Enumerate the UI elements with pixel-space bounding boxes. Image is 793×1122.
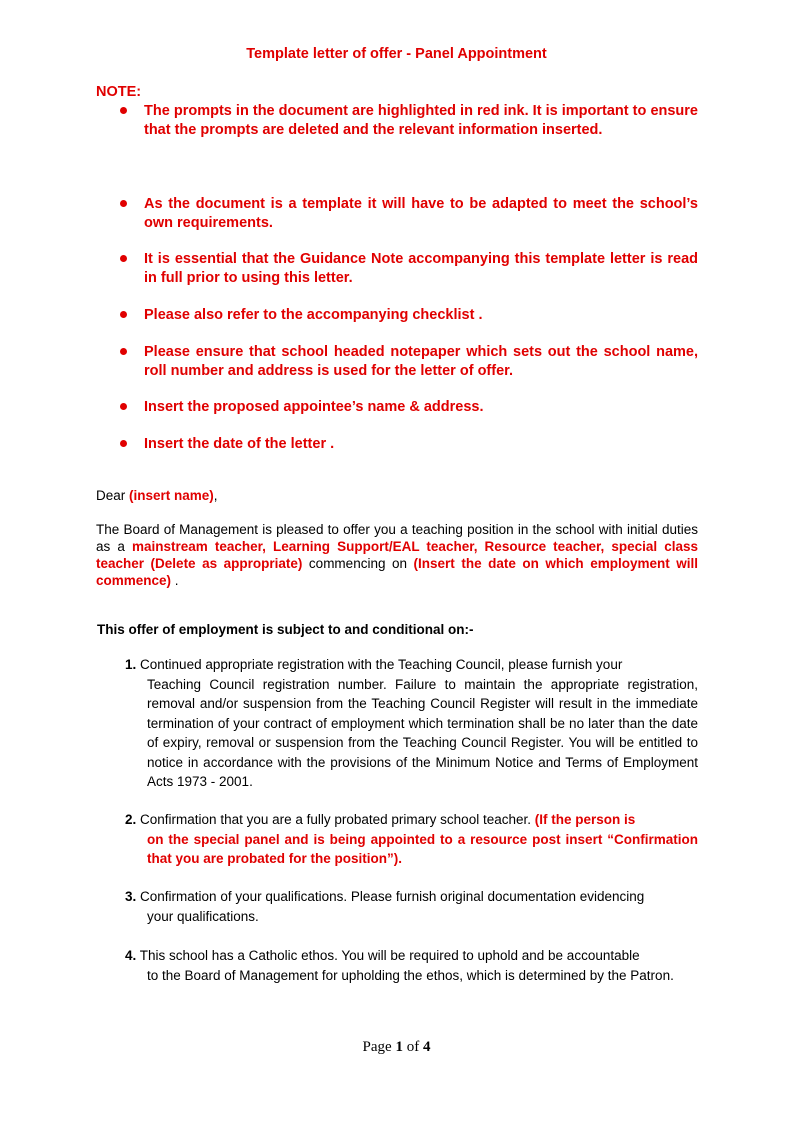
date-prompt: (Insert the date on which employment will commence) (96, 556, 698, 588)
bullet-dot-icon (120, 440, 127, 447)
condition-number: 2. (125, 812, 137, 827)
duties-prompt: mainstream teacher, Learning Support/EAL teacher, Resource teacher, special class teacher (Delete as appropriate) (96, 539, 698, 571)
note-bullet-2: As the document is a template it will have to be adapted to meet the school’s own requirements. (120, 195, 698, 232)
condition-number: 1. (125, 657, 137, 672)
note-bullet-7: Insert the date of the letter . (120, 435, 698, 454)
conditions-heading: This offer of employment is subject to and conditional on:- (97, 622, 474, 637)
condition-item-3: 3. Confirmation of your qualifications. Please furnish original documentation evidencing your qualifications. (125, 889, 645, 924)
condition-item-2: 2. Confirmation that you are a fully probated primary school teacher. (If the person is on the special panel and is being appointed to a resource post insert “Confirmation that you are probated for the position”). (125, 812, 698, 866)
note-bullet-3: It is essential that the Guidance Note accompanying this template letter is read in full prior to using this letter. (120, 250, 698, 287)
condition-item-1: 1. Continued appropriate registration with the Teaching Council, please furnish your Teaching Council registration number. Failure to maintain the appropriate registration, removal and/or suspension from the Teaching Council Register will result in the immediate termination of your contract of employment which termination shall be no later than the date of expiry, removal or suspension from the Teaching Council Register. You will be entitled to notice in accordance with the provisions of the Minimum Notice and Terms of Employment Acts 1973 - 2001. (125, 657, 698, 789)
bullet-dot-icon (120, 107, 127, 114)
salutation: Dear (insert name), (96, 488, 218, 503)
bullet-dot-icon (120, 255, 127, 262)
note-bullet-5: Please ensure that school headed notepaper which sets out the school name, roll number and address is used for the letter of offer. (120, 343, 698, 380)
bullet-dot-icon (120, 200, 127, 207)
bullet-dot-icon (120, 311, 127, 318)
condition-number: 4. (125, 948, 137, 963)
offer-paragraph: The Board of Management is pleased to offer you a teaching position in the school with initial duties as a mainstream teacher, Learning Support/EAL teacher, Resource teacher, special class teacher (Delete as appropriate) commencing on (Insert the date on which employment will commence) . (96, 522, 698, 588)
condition-item-4: 4. This school has a Catholic ethos. You will be required to uphold and be accountable to the Board of Management for upholding the ethos, which is determined by the Patron. (125, 948, 674, 983)
name-prompt: (insert name) (129, 488, 214, 503)
note-bullet-1: The prompts in the document are highlighted in red ink. It is important to ensure that the prompts are deleted and the relevant information inserted. (120, 102, 698, 139)
note-bullet-6: Insert the proposed appointee’s name & address. (120, 398, 698, 417)
note-bullet-4: Please also refer to the accompanying checklist . (120, 306, 698, 325)
document-title: Template letter of offer - Panel Appointment (246, 46, 547, 62)
bullet-dot-icon (120, 403, 127, 410)
bullet-dot-icon (120, 348, 127, 355)
page-number-footer: Page 1 of 4 (362, 1039, 431, 1055)
note-label: NOTE: (96, 84, 142, 100)
condition-number: 3. (125, 889, 137, 904)
